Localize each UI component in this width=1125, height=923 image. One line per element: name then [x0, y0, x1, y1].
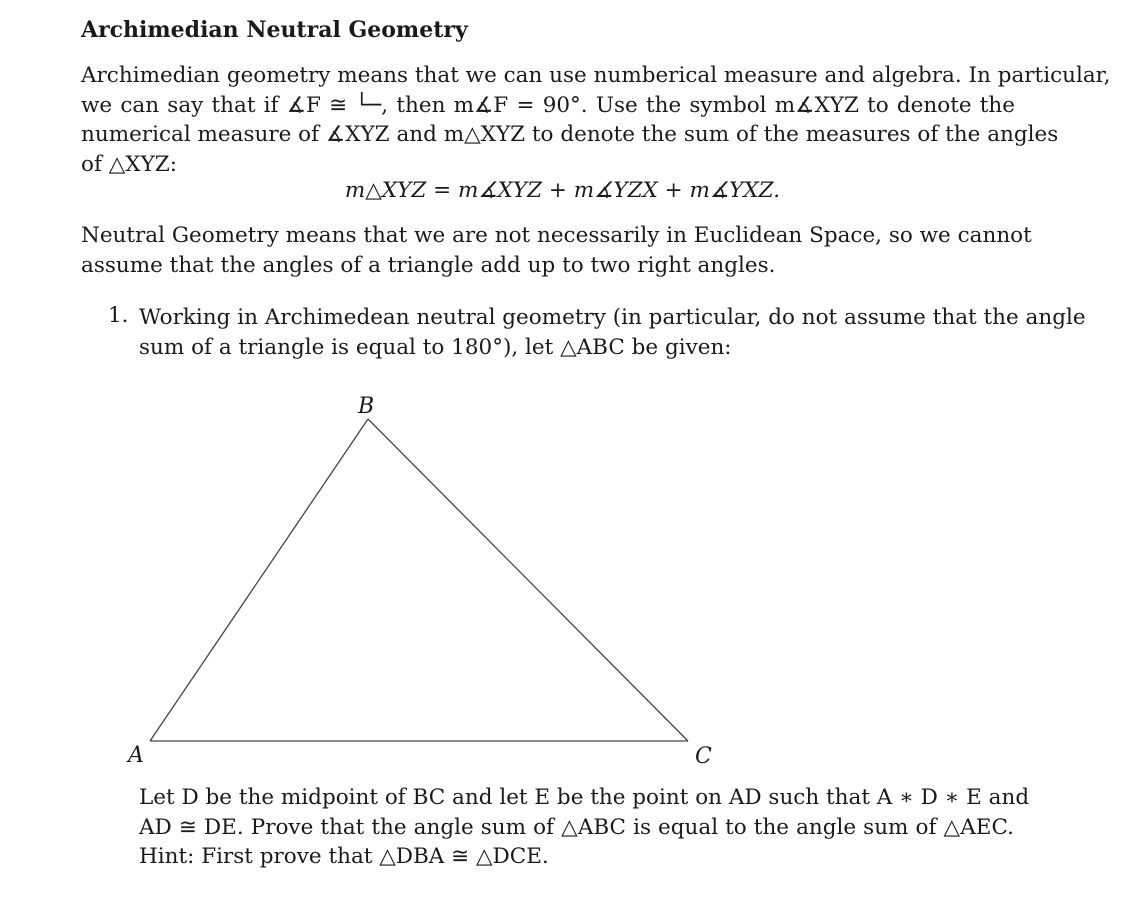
intro-line-1: Archimedian geometry means that we can use numberical measure and algebra. In particular,	[81, 63, 1111, 88]
intro-line-4: of △XYZ:	[81, 151, 177, 177]
vertex-label-b: B	[358, 394, 375, 419]
vertex-label-a: A	[128, 743, 144, 768]
task-line-2: AD ≅ DE. Prove that the angle sum of △ABC is equal to the angle sum of △AEC.	[139, 814, 1014, 840]
neutral-line-1: Neutral Geometry means that we are not necessarily in Euclidean Space, so we cannot	[81, 223, 1032, 248]
neutral-line-2: assume that the angles of a triangle add up to two right angles.	[81, 252, 776, 278]
problem-line-1: Working in Archimedean neutral geometry (in particular, do not assume that the angle	[139, 305, 1086, 330]
side-bc	[368, 419, 688, 741]
vertex-label-c: C	[695, 744, 712, 769]
intro-line-3: numerical measure of ∡XYZ and m△XYZ to denote the sum of the measures of the angles	[81, 122, 1059, 147]
problem-number: 1.	[108, 303, 129, 328]
task-paragraph	[139, 783, 1030, 872]
section-title: Archimedian Neutral Geometry	[81, 17, 468, 43]
angle-sum-formula: m△XYZ = m∡XYZ + m∡YZX + m∡YXZ.	[344, 178, 781, 203]
task-line-3: Hint: First prove that △DBA ≅ △DCE.	[139, 844, 549, 869]
side-ab	[150, 419, 368, 741]
task-line-1: Let D be the midpoint of BC and let E be the point on AD such that A ∗ D ∗ E and	[139, 785, 1030, 810]
problem-line-2: sum of a triangle is equal to 180°), let △ABC be given:	[139, 334, 732, 360]
intro-line-2: we can say that if ∡F ≅ └─, then m∡F = 90°. Use the symbol m∡XYZ to denote the	[81, 92, 1015, 118]
